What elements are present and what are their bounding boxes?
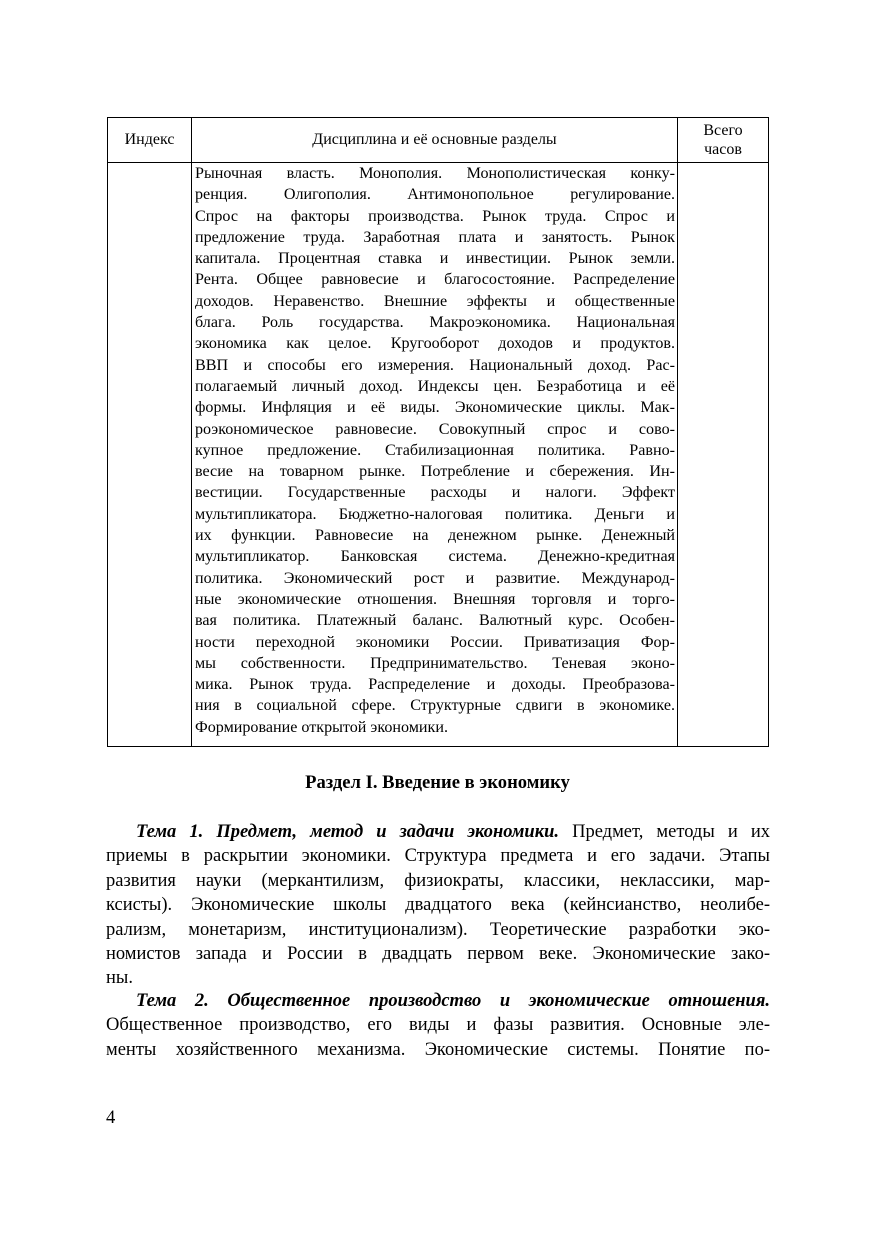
discipline-line: вестиции. Государственные расходы и налоги. Эффект	[195, 484, 675, 502]
topic-1-first-line	[106, 820, 770, 844]
discipline-line: ВВП и способы его измерения. Национальный доход. Рас-	[195, 356, 675, 374]
table-row	[108, 163, 769, 747]
cell-index	[108, 163, 192, 747]
discipline-line: Формирование открытой экономики.	[195, 718, 448, 736]
topic-1-line: рализм, монетаризм, институционализм). Теоретические разработки эко-	[106, 919, 770, 940]
topic-1-line: ны.	[106, 968, 133, 989]
discipline-line: ния в социальной сфере. Структурные сдвиги в экономике.	[195, 697, 675, 715]
discipline-line: полагаемый личный доход. Индексы цен. Безработица и её	[195, 377, 675, 395]
table-header-row	[108, 118, 769, 163]
header-hours	[678, 118, 769, 163]
discipline-line: купное предложение. Стабилизационная политика. Равно-	[195, 441, 675, 459]
header-hours-line1: Всего	[703, 122, 743, 139]
topic-2-line: Общественное производство, его виды и фазы развития. Основные эле-	[106, 1015, 770, 1036]
discipline-line: экономика как целое. Кругооборот доходов и продуктов.	[195, 335, 675, 353]
discipline-line: капитала. Процентная ставка и инвестиции. Рынок земли.	[195, 250, 675, 268]
discipline-line: ренция. Олигополия. Антимонопольное регулирование.	[195, 186, 675, 204]
header-hours-line2: часов	[704, 141, 742, 158]
topic-1-paragraph	[106, 820, 770, 991]
topic-1-line: приемы в раскрытии экономики. Структура предмета и его задачи. Этапы	[106, 846, 770, 867]
discipline-line: их функции. Равновесие на денежном рынке. Денежный	[195, 527, 675, 545]
discipline-line: мы собственности. Предпринимательство. Теневая эконо-	[195, 654, 675, 672]
header-index: Индекс	[108, 118, 192, 163]
discipline-line: мика. Рынок труда. Распределение и доходы. Преобразова-	[195, 676, 675, 694]
discipline-line: предложение труда. Заработная плата и занятость. Рынок	[195, 228, 675, 246]
topic-2-title: Тема 2. Общественное производство и экономические отношения.	[136, 991, 770, 1011]
page-number: 4	[106, 1107, 116, 1128]
discipline-line: Рента. Общее равновесие и благосостояние. Распределение	[195, 271, 675, 289]
curriculum-table	[107, 117, 769, 747]
topic-1-line: номистов запада и России в двадцать первом веке. Экономические зако-	[106, 944, 770, 965]
cell-discipline	[192, 163, 678, 747]
discipline-line: Рыночная власть. Монополия. Монополистическая конку-	[195, 165, 675, 182]
header-discipline: Дисциплина и её основные разделы	[192, 118, 678, 163]
topic-1-first-line-text: Предмет, методы и их	[559, 822, 770, 842]
discipline-line: весие на товарном рынке. Потребление и сбережения. Ин-	[195, 463, 675, 481]
discipline-line: ности переходной экономики России. Приватизация Фор-	[195, 633, 675, 651]
discipline-line: мультипликатор. Банковская система. Денежно-кредитная	[195, 548, 675, 566]
topic-2-paragraph	[106, 989, 770, 1062]
discipline-line: Спрос на факторы производства. Рынок труда. Спрос и	[195, 207, 675, 225]
discipline-line: ные экономические отношения. Внешняя торговля и торго-	[195, 590, 675, 608]
section-heading: Раздел I. Введение в экономику	[305, 772, 570, 793]
topic-2-first-line	[106, 989, 770, 1013]
topic-1-line: развития науки (меркантилизм, физиократы, классики, неклассики, мар-	[106, 870, 770, 891]
cell-hours	[678, 163, 769, 747]
discipline-line: роэкономическое равновесие. Совокупный спрос и сово-	[195, 420, 675, 438]
topic-1-line: ксисты). Экономические школы двадцатого века (кейнсианство, неолибе-	[106, 895, 770, 916]
topic-1-title: Тема 1. Предмет, метод и задачи экономики.	[136, 822, 560, 842]
discipline-line: блага. Роль государства. Макроэкономика. Национальная	[195, 314, 675, 332]
discipline-line: формы. Инфляция и её виды. Экономические циклы. Мак-	[195, 399, 675, 417]
discipline-line: мультипликатора. Бюджетно-налоговая политика. Деньги и	[195, 505, 675, 523]
discipline-line: политика. Экономический рост и развитие. Международ-	[195, 569, 675, 587]
topic-2-line: менты хозяйственного механизма. Экономические системы. Понятие по-	[106, 1039, 770, 1060]
discipline-line: доходов. Неравенство. Внешние эффекты и общественные	[195, 292, 675, 310]
discipline-line: вая политика. Платежный баланс. Валютный курс. Особен-	[195, 612, 675, 630]
